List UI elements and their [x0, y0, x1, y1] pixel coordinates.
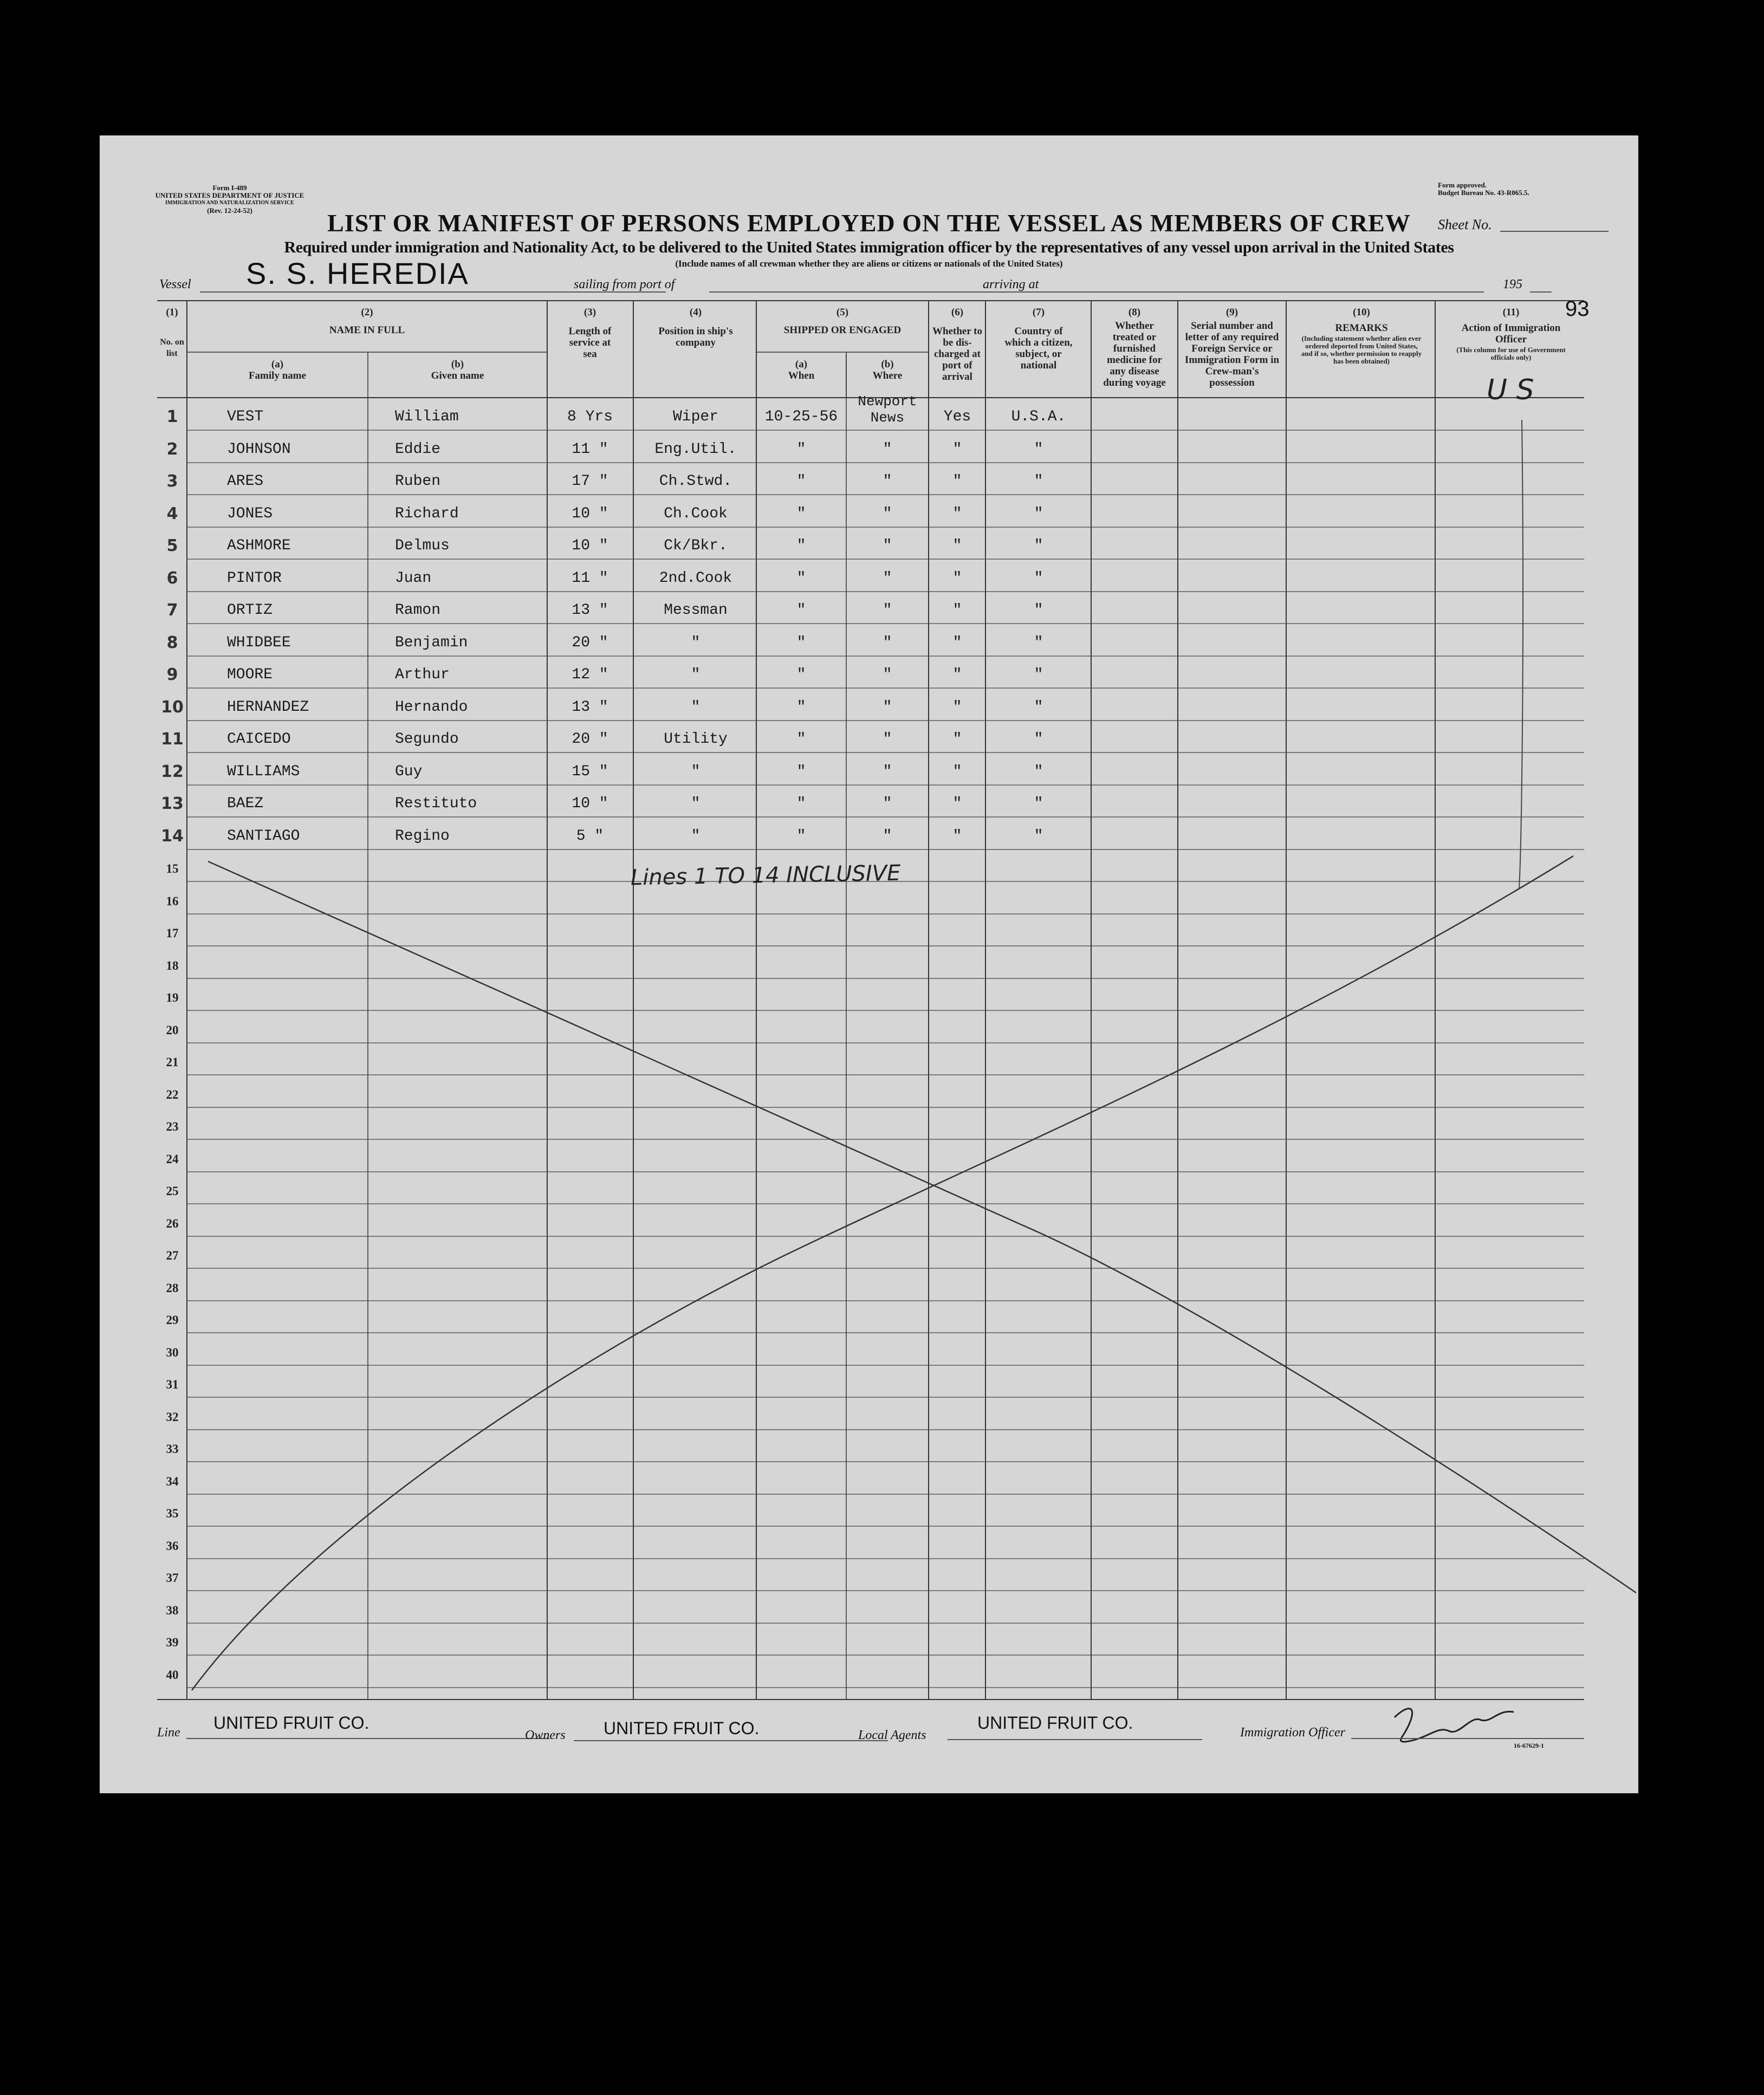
- shipped-when-cell: ": [796, 828, 806, 845]
- col10-header: [1289, 307, 1434, 365]
- shipped-when-cell: ": [796, 699, 806, 716]
- page-number: 93: [1565, 297, 1590, 321]
- given-name-cell: Richard: [395, 505, 459, 522]
- form-approved: Form approved.: [1438, 181, 1487, 189]
- officer-signature-mark: [1395, 1709, 1514, 1742]
- country-cell: U.S.A.: [1011, 408, 1066, 425]
- arriving-label: arriving at: [983, 277, 1039, 291]
- country-cell: ": [1034, 699, 1043, 716]
- row-number: 30: [166, 1346, 179, 1359]
- agents-value: UNITED FRUIT CO.: [977, 1713, 1133, 1733]
- manifest-page: [100, 135, 1638, 1793]
- family-name-cell: ARES: [227, 473, 264, 490]
- position-cell: Utility: [664, 731, 728, 748]
- revision-date: (Rev. 12-24-52): [207, 206, 252, 215]
- col5-header: [756, 307, 929, 336]
- shipped-where-cell: ": [883, 602, 892, 619]
- col2a-num: (a): [271, 359, 284, 370]
- col2a-header: [187, 359, 368, 381]
- shipped-when-cell: ": [796, 763, 806, 780]
- col9-header: [1181, 307, 1283, 388]
- form-subtitle: Required under immigration and Nationality Act, to be delivered to the United States immigration officer by the representatives of any vessel upon arrival in the United States: [284, 238, 1454, 256]
- row-number: 26: [166, 1217, 179, 1230]
- col4-num: (4): [689, 307, 702, 318]
- discharge-cell: ": [952, 634, 962, 651]
- row-number: 16: [166, 894, 179, 908]
- given-name-cell: Hernando: [395, 699, 468, 716]
- service-length-cell: 20 ": [572, 731, 608, 748]
- col1-header: [157, 307, 187, 359]
- col6-header: [930, 307, 985, 382]
- service-length-cell: 5 ": [576, 828, 604, 845]
- row-number: 37: [166, 1571, 179, 1585]
- owners-underline: [574, 1740, 888, 1741]
- col6-label: Whether to be dis-charged at port of arrival: [932, 326, 982, 382]
- row-number: 21: [166, 1055, 179, 1069]
- discharge-cell: ": [952, 473, 962, 490]
- shipped-where-cell: ": [883, 473, 892, 490]
- given-name-cell: Juan: [395, 570, 432, 587]
- row-number: 40: [166, 1668, 179, 1682]
- owners-label: Owners: [525, 1728, 566, 1742]
- service-length-cell: 12 ": [572, 666, 608, 683]
- row-number: 22: [166, 1088, 179, 1101]
- row-number: 3: [166, 472, 178, 491]
- row-number: 13: [161, 794, 184, 813]
- country-cell: ": [1034, 537, 1043, 554]
- shipped-where-cell: ": [883, 441, 892, 458]
- given-name-cell: Benjamin: [395, 634, 468, 651]
- family-name-cell: VEST: [227, 408, 264, 425]
- discharge-cell: ": [952, 441, 962, 458]
- col5a-num: (a): [795, 359, 808, 370]
- position-cell: ": [691, 666, 701, 683]
- family-name-cell: MOORE: [227, 666, 273, 683]
- discharge-cell: ": [952, 666, 962, 683]
- agency-line-1: UNITED STATES DEPARTMENT OF JUSTICE: [155, 191, 304, 199]
- country-cell: ": [1034, 441, 1043, 458]
- shipped-where-cell: ": [883, 666, 892, 683]
- position-cell: Wiper: [672, 408, 718, 425]
- country-cell: ": [1034, 473, 1043, 490]
- family-name-cell: BAEZ: [227, 795, 264, 812]
- shipped-where-cell: ": [883, 537, 892, 554]
- col11-header: [1438, 307, 1584, 361]
- col2b-header: [368, 359, 547, 381]
- given-name-cell: Ramon: [395, 602, 441, 619]
- discharge-cell: ": [952, 699, 962, 716]
- col9-label: Serial number and letter of any required Foreign Service or Immigration Form in Crew-man's possession: [1184, 320, 1280, 388]
- col8-label: Whether treated or furnished medicine for any disease during voyage: [1103, 320, 1166, 388]
- country-cell: ": [1034, 763, 1043, 780]
- officer-label: Immigration Officer: [1240, 1726, 1345, 1740]
- col5-label: SHIPPED OR ENGAGED: [783, 325, 902, 336]
- col9-num: (9): [1225, 307, 1238, 318]
- country-cell: ": [1034, 634, 1043, 651]
- discharge-cell: ": [952, 505, 962, 522]
- col3-label: Length of service at sea: [568, 326, 612, 360]
- shipped-when-cell: 10-25-56: [764, 408, 838, 425]
- row-number: 34: [166, 1475, 179, 1488]
- table-grid: [100, 135, 1638, 1793]
- given-name-cell: Delmus: [395, 537, 450, 554]
- col10-note: (Including statement whether alien ever ordered deported from United States, and if so, whether permission to reapply has been obtained): [1301, 334, 1422, 365]
- family-name-cell: ASHMORE: [227, 537, 291, 554]
- col1-num: (1): [166, 307, 178, 318]
- row-number: 5: [166, 536, 178, 555]
- given-name-cell: Ruben: [395, 473, 441, 490]
- shipped-where-cell: ": [883, 699, 892, 716]
- col7-num: (7): [1032, 307, 1045, 318]
- row-number: 11: [161, 730, 184, 749]
- form-number: Form I-489: [212, 184, 247, 192]
- position-cell: ": [691, 699, 701, 716]
- country-cell: ": [1034, 505, 1043, 522]
- vessel-name: S. S. HEREDIA: [246, 256, 469, 290]
- service-length-cell: 17 ": [572, 473, 608, 490]
- row-number: 12: [161, 762, 184, 781]
- line-label: Line: [157, 1726, 180, 1740]
- col11-label: Action of Immigration Officer: [1461, 322, 1561, 345]
- col7-header: [988, 307, 1089, 371]
- shipped-when-cell: ": [796, 602, 806, 619]
- col4-label: Position in ship's company: [658, 326, 733, 348]
- col7-label: Country of which a citizen, subject, or national: [1004, 326, 1073, 371]
- service-length-cell: 8 Yrs: [567, 408, 613, 425]
- given-name-cell: Arthur: [395, 666, 450, 683]
- given-name-cell: Guy: [395, 763, 423, 780]
- discharge-cell: ": [952, 570, 962, 587]
- row-number: 29: [166, 1313, 179, 1327]
- shipped-where-cell: ": [883, 731, 892, 748]
- shipped-where-cell: ": [883, 828, 892, 845]
- row-number: 15: [166, 862, 179, 875]
- discharge-cell: ": [952, 828, 962, 845]
- service-length-cell: 11 ": [572, 570, 608, 587]
- col2b-label: Given name: [431, 370, 484, 381]
- shipped-when-cell: ": [796, 537, 806, 554]
- row-number: 25: [166, 1184, 179, 1198]
- discharge-cell: Yes: [943, 408, 971, 425]
- officer-underline: [1351, 1738, 1584, 1739]
- row-number: 1: [166, 407, 178, 426]
- row-number: 28: [166, 1281, 179, 1295]
- position-cell: Ch.Cook: [664, 505, 728, 522]
- shipped-where-cell: Newport News: [858, 393, 917, 426]
- col5a-header: [756, 359, 846, 381]
- row-number: 20: [166, 1023, 179, 1037]
- form-code: 16-67629-1: [1514, 1742, 1544, 1749]
- position-cell: Eng.Util.: [654, 441, 737, 458]
- cancel-x-line-1: [208, 861, 1636, 1593]
- row-number: 10: [161, 698, 184, 717]
- agents-underline: [948, 1739, 1202, 1740]
- row-number: 24: [166, 1152, 179, 1166]
- family-name-cell: HERNANDEZ: [227, 699, 309, 716]
- country-cell: ": [1034, 795, 1043, 812]
- shipped-when-cell: ": [796, 731, 806, 748]
- row-number: 6: [166, 569, 178, 588]
- col11-note: (This column for use of Government officials only): [1456, 346, 1566, 361]
- row-number: 32: [166, 1410, 179, 1424]
- position-cell: Ck/Bkr.: [664, 537, 728, 554]
- col2a-label: Family name: [248, 370, 307, 381]
- country-cell: ": [1034, 731, 1043, 748]
- country-cell: ": [1034, 602, 1043, 619]
- col4-header: [636, 307, 755, 348]
- agency-line-2: IMMIGRATION AND NATURALIZATION SERVICE: [165, 200, 294, 206]
- col2-label: NAME IN FULL: [329, 325, 405, 336]
- position-cell: ": [691, 795, 701, 812]
- col2-header: [187, 307, 547, 336]
- service-length-cell: 20 ": [572, 634, 608, 651]
- col10-label: REMARKS: [1335, 322, 1388, 334]
- row-number: 33: [166, 1442, 179, 1456]
- row-number: 23: [166, 1120, 179, 1133]
- col8-header: [1094, 307, 1175, 388]
- family-name-cell: WHIDBEE: [227, 634, 291, 651]
- service-length-cell: 10 ": [572, 505, 608, 522]
- given-name-cell: Segundo: [395, 731, 459, 748]
- family-name-cell: ORTIZ: [227, 602, 273, 619]
- col3-num: (3): [583, 307, 596, 318]
- owners-value: UNITED FRUIT CO.: [604, 1718, 760, 1738]
- row-number: 36: [166, 1539, 179, 1553]
- service-length-cell: 15 ": [572, 763, 608, 780]
- shipped-when-cell: ": [796, 795, 806, 812]
- year-label: 195: [1503, 277, 1522, 291]
- position-cell: ": [691, 763, 701, 780]
- sailing-label: sailing from port of: [574, 277, 675, 291]
- row-number: 4: [166, 504, 178, 523]
- row-number: 8: [166, 633, 178, 652]
- col5a-label: When: [788, 370, 815, 381]
- given-name-cell: Eddie: [395, 441, 441, 458]
- family-name-cell: SANTIAGO: [227, 828, 300, 845]
- col11-num: (11): [1502, 307, 1520, 318]
- row-number: 17: [166, 926, 179, 940]
- shipped-when-cell: ": [796, 634, 806, 651]
- discharge-cell: ": [952, 537, 962, 554]
- given-name-cell: Restituto: [395, 795, 477, 812]
- position-cell: ": [691, 828, 701, 845]
- col5b-header: [846, 359, 929, 381]
- shipped-when-cell: ": [796, 666, 806, 683]
- budget-number: Budget Bureau No. 43-R065.5.: [1438, 189, 1529, 197]
- form-subtitle-note: (Include names of all crewman whether they are aliens or citizens or nationals of the United States): [675, 258, 1063, 269]
- col1-label: No. on list: [160, 338, 184, 358]
- row-number: 18: [166, 959, 179, 972]
- col5b-num: (b): [881, 359, 894, 370]
- row-number: 38: [166, 1604, 179, 1617]
- discharge-cell: ": [952, 795, 962, 812]
- col8-num: (8): [1128, 307, 1141, 318]
- col5b-label: Where: [872, 370, 903, 381]
- family-name-cell: CAICEDO: [227, 731, 291, 748]
- shipped-where-cell: ": [883, 634, 892, 651]
- col2b-num: (b): [451, 359, 464, 370]
- col6-num: (6): [951, 307, 964, 318]
- col3-header: [549, 307, 631, 360]
- row-number: 2: [166, 440, 178, 459]
- shipped-where-cell: ": [883, 505, 892, 522]
- row-number: 35: [166, 1507, 179, 1520]
- form-title: LIST OR MANIFEST OF PERSONS EMPLOYED ON THE VESSEL AS MEMBERS OF CREW: [327, 209, 1411, 237]
- service-length-cell: 11 ": [572, 441, 608, 458]
- family-name-cell: PINTOR: [227, 570, 282, 587]
- agents-label: Local Agents: [858, 1728, 926, 1742]
- col10-num: (10): [1353, 307, 1370, 318]
- row-number: 19: [166, 991, 179, 1004]
- row-number: 7: [166, 601, 178, 620]
- col5-num: (5): [836, 307, 849, 318]
- line-value: UNITED FRUIT CO.: [213, 1713, 369, 1733]
- country-cell: ": [1034, 570, 1043, 587]
- shipped-when-cell: ": [796, 473, 806, 490]
- row-number: 9: [166, 665, 178, 684]
- family-name-cell: WILLIAMS: [227, 763, 300, 780]
- discharge-cell: ": [952, 731, 962, 748]
- vessel-label: Vessel: [159, 277, 191, 291]
- service-length-cell: 13 ": [572, 602, 608, 619]
- line-underline: [186, 1738, 549, 1739]
- shipped-when-cell: ": [796, 441, 806, 458]
- shipped-when-cell: ": [796, 570, 806, 587]
- given-name-cell: Regino: [395, 828, 450, 845]
- row-number: 31: [166, 1378, 179, 1391]
- col2-num: (2): [361, 307, 373, 318]
- given-name-cell: William: [395, 408, 459, 425]
- shipped-where-cell: ": [883, 570, 892, 587]
- officer-mark: U S: [1487, 374, 1534, 406]
- service-length-cell: 13 ": [572, 699, 608, 716]
- discharge-cell: ": [952, 763, 962, 780]
- sheet-label: Sheet No.: [1438, 217, 1492, 232]
- service-length-cell: 10 ": [572, 795, 608, 812]
- row-number: 27: [166, 1249, 179, 1262]
- service-length-cell: 10 ": [572, 537, 608, 554]
- lines-note: Lines 1 TO 14 INCLUSIVE: [630, 860, 901, 891]
- row-number: 14: [161, 827, 184, 846]
- country-cell: ": [1034, 666, 1043, 683]
- cancel-x-line-2: [192, 856, 1573, 1690]
- position-cell: ": [691, 634, 701, 651]
- family-name-cell: JONES: [227, 505, 273, 522]
- country-cell: ": [1034, 828, 1043, 845]
- position-cell: 2nd.Cook: [659, 570, 732, 587]
- shipped-when-cell: ": [796, 505, 806, 522]
- shipped-where-cell: ": [883, 763, 892, 780]
- family-name-cell: JOHNSON: [227, 441, 291, 458]
- position-cell: Ch.Stwd.: [659, 473, 732, 490]
- position-cell: Messman: [664, 602, 728, 619]
- row-number: 39: [166, 1636, 179, 1649]
- officer-line: [1519, 420, 1523, 888]
- shipped-where-cell: ": [883, 795, 892, 812]
- discharge-cell: ": [952, 602, 962, 619]
